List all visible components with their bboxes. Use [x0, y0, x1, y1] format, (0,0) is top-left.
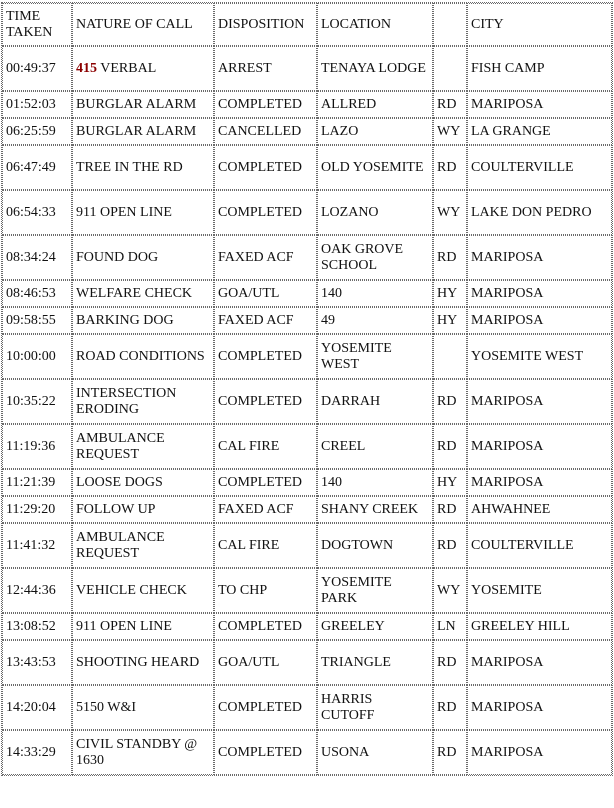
cell-nature: BURGLAR ALARM: [72, 118, 214, 145]
cell-nature: CIVIL STANDBY @ 1630: [72, 730, 214, 775]
cell-location: 140: [317, 469, 433, 496]
cell-nature: SHOOTING HEARD: [72, 640, 214, 685]
table-row: [2, 469, 612, 496]
cell-time: 00:49:37: [2, 46, 72, 91]
header-time: TIME TAKEN: [2, 3, 72, 46]
cell-city: AHWAHNEE: [467, 496, 612, 523]
cell-nature: FOLLOW UP: [72, 496, 214, 523]
cell-nature: INTERSECTION ERODING: [72, 379, 214, 424]
cell-city: MARIPOSA: [467, 424, 612, 469]
table-row: [2, 307, 612, 334]
cell-disposition: FAXED ACF: [214, 496, 317, 523]
cell-disposition: TO CHP: [214, 568, 317, 613]
cell-disposition: COMPLETED: [214, 379, 317, 424]
cell-location: YOSEMITE WEST: [317, 334, 433, 379]
table-row: [2, 523, 612, 568]
cell-suffix: RD: [433, 640, 467, 685]
header-row: [2, 3, 612, 46]
cell-city: MARIPOSA: [467, 730, 612, 775]
table-row: [2, 685, 612, 730]
cell-time: 06:47:49: [2, 145, 72, 190]
cell-nature: ROAD CONDITIONS: [72, 334, 214, 379]
cell-nature: 5150 W&I: [72, 685, 214, 730]
cell-suffix: [433, 334, 467, 379]
cell-disposition: CAL FIRE: [214, 523, 317, 568]
header-disposition: DISPOSITION: [214, 3, 317, 46]
cell-location: DARRAH: [317, 379, 433, 424]
header-nature: NATURE OF CALL: [72, 3, 214, 46]
header-city: CITY: [467, 3, 612, 46]
cell-time: 11:21:39: [2, 469, 72, 496]
cell-disposition: FAXED ACF: [214, 307, 317, 334]
cell-time: 11:29:20: [2, 496, 72, 523]
cell-nature: BARKING DOG: [72, 307, 214, 334]
cell-disposition: GOA/UTL: [214, 280, 317, 307]
cell-disposition: GOA/UTL: [214, 640, 317, 685]
cell-city: LAKE DON PEDRO: [467, 190, 612, 235]
cell-time: 10:35:22: [2, 379, 72, 424]
cell-disposition: COMPLETED: [214, 91, 317, 118]
cell-location: CREEL: [317, 424, 433, 469]
cell-disposition: COMPLETED: [214, 469, 317, 496]
cell-suffix: RD: [433, 379, 467, 424]
cell-time: 14:20:04: [2, 685, 72, 730]
cell-location: LAZO: [317, 118, 433, 145]
cell-disposition: COMPLETED: [214, 685, 317, 730]
cell-suffix: RD: [433, 730, 467, 775]
cell-location: USONA: [317, 730, 433, 775]
cell-location: OLD YOSEMITE: [317, 145, 433, 190]
cell-disposition: COMPLETED: [214, 190, 317, 235]
cell-city: YOSEMITE: [467, 568, 612, 613]
cell-location: ALLRED: [317, 91, 433, 118]
cell-time: 12:44:36: [2, 568, 72, 613]
cell-suffix: RD: [433, 685, 467, 730]
cell-city: GREELEY HILL: [467, 613, 612, 640]
header-location: LOCATION: [317, 3, 433, 46]
cell-city: FISH CAMP: [467, 46, 612, 91]
cell-location: TENAYA LODGE: [317, 46, 433, 91]
cell-city: MARIPOSA: [467, 379, 612, 424]
cell-nature: 911 OPEN LINE: [72, 190, 214, 235]
cell-time: 06:25:59: [2, 118, 72, 145]
cell-suffix: RD: [433, 91, 467, 118]
table-row: [2, 91, 612, 118]
cell-nature: TREE IN THE RD: [72, 145, 214, 190]
cell-suffix: WY: [433, 118, 467, 145]
cell-suffix: RD: [433, 496, 467, 523]
cell-nature: AMBULANCE REQUEST: [72, 424, 214, 469]
cell-nature: [72, 46, 214, 91]
cell-time: 13:43:53: [2, 640, 72, 685]
cell-nature: WELFARE CHECK: [72, 280, 214, 307]
table-row: [2, 379, 612, 424]
cell-disposition: COMPLETED: [214, 613, 317, 640]
cell-location: OAK GROVE SCHOOL: [317, 235, 433, 280]
table-row: [2, 424, 612, 469]
cell-location: 49: [317, 307, 433, 334]
table-row: [2, 496, 612, 523]
table-row: [2, 145, 612, 190]
cell-disposition: FAXED ACF: [214, 235, 317, 280]
cell-time: 11:41:32: [2, 523, 72, 568]
cell-disposition: ARREST: [214, 46, 317, 91]
cell-time: 10:00:00: [2, 334, 72, 379]
cell-nature: VEHICLE CHECK: [72, 568, 214, 613]
header-suffix: [433, 3, 467, 46]
cell-location: HARRIS CUTOFF: [317, 685, 433, 730]
table-row: [2, 280, 612, 307]
cell-time: 01:52:03: [2, 91, 72, 118]
cell-suffix: HY: [433, 280, 467, 307]
cell-nature: BURGLAR ALARM: [72, 91, 214, 118]
cell-city: MARIPOSA: [467, 235, 612, 280]
cell-suffix: [433, 46, 467, 91]
cell-location: 140: [317, 280, 433, 307]
cell-disposition: COMPLETED: [214, 145, 317, 190]
cell-city: MARIPOSA: [467, 685, 612, 730]
cell-suffix: RD: [433, 523, 467, 568]
cell-suffix: HY: [433, 307, 467, 334]
cell-suffix: LN: [433, 613, 467, 640]
cell-city: MARIPOSA: [467, 307, 612, 334]
cell-suffix: WY: [433, 190, 467, 235]
cell-disposition: CAL FIRE: [214, 424, 317, 469]
cell-city: YOSEMITE WEST: [467, 334, 612, 379]
cell-location: LOZANO: [317, 190, 433, 235]
cell-time: 11:19:36: [2, 424, 72, 469]
cell-location: GREELEY: [317, 613, 433, 640]
cell-city: MARIPOSA: [467, 469, 612, 496]
nature-text: VERBAL: [97, 60, 157, 76]
table-row: [2, 334, 612, 379]
cell-suffix: RD: [433, 424, 467, 469]
cell-city: COULTERVILLE: [467, 523, 612, 568]
table-row: [2, 118, 612, 145]
table-row: [2, 235, 612, 280]
call-log-table: [1, 2, 613, 776]
table-row: [2, 568, 612, 613]
cell-city: LA GRANGE: [467, 118, 612, 145]
cell-time: 09:58:55: [2, 307, 72, 334]
cell-suffix: WY: [433, 568, 467, 613]
cell-location: TRIANGLE: [317, 640, 433, 685]
cell-location: DOGTOWN: [317, 523, 433, 568]
call-code: 415: [76, 60, 97, 76]
cell-time: 08:46:53: [2, 280, 72, 307]
cell-location: YOSEMITE PARK: [317, 568, 433, 613]
cell-disposition: CANCELLED: [214, 118, 317, 145]
cell-location: SHANY CREEK: [317, 496, 433, 523]
cell-time: 08:34:24: [2, 235, 72, 280]
cell-suffix: RD: [433, 145, 467, 190]
cell-disposition: COMPLETED: [214, 730, 317, 775]
cell-time: 14:33:29: [2, 730, 72, 775]
cell-city: COULTERVILLE: [467, 145, 612, 190]
cell-city: MARIPOSA: [467, 280, 612, 307]
cell-time: 06:54:33: [2, 190, 72, 235]
cell-nature: LOOSE DOGS: [72, 469, 214, 496]
cell-city: MARIPOSA: [467, 91, 612, 118]
table-row: [2, 730, 612, 775]
cell-nature: FOUND DOG: [72, 235, 214, 280]
table-row: [2, 190, 612, 235]
cell-suffix: RD: [433, 235, 467, 280]
cell-city: MARIPOSA: [467, 640, 612, 685]
cell-time: 13:08:52: [2, 613, 72, 640]
table-row: [2, 640, 612, 685]
cell-disposition: COMPLETED: [214, 334, 317, 379]
table-row: [2, 613, 612, 640]
cell-suffix: HY: [433, 469, 467, 496]
cell-nature: 911 OPEN LINE: [72, 613, 214, 640]
table-row: [2, 46, 612, 91]
cell-nature: AMBULANCE REQUEST: [72, 523, 214, 568]
